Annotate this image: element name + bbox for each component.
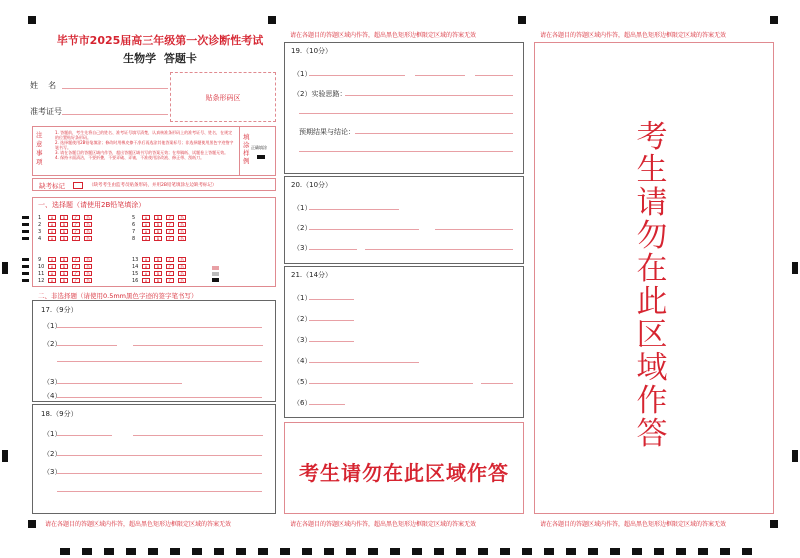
choice-bubble[interactable]: C [72,264,80,269]
choice-bubble[interactable]: B [60,257,68,262]
choice-bubble[interactable]: A [48,278,56,283]
choice-question-number: 9 [38,257,42,263]
choice-bubble[interactable]: D [178,271,186,276]
choice-question-number: 4 [38,236,42,242]
choice-question-number: 7 [132,229,136,235]
q19-line[interactable] [309,75,405,76]
choice-bubble[interactable]: B [60,278,68,283]
no-answer-char: 区 [636,317,668,353]
q21-part-6: （6） [293,399,312,407]
q21-part-5: （5） [293,378,312,386]
choice-bubble[interactable]: D [178,278,186,283]
choice-bubble[interactable]: A [142,264,150,269]
choice-bubble[interactable]: C [72,215,80,220]
q19-line[interactable] [345,95,513,96]
choice-bubble[interactable]: D [178,229,186,234]
choice-bubble[interactable]: B [60,229,68,234]
choice-bubble[interactable]: D [178,222,186,227]
choice-bubble[interactable]: A [142,278,150,283]
alignment-mark [518,16,526,24]
q20-line[interactable] [365,249,513,250]
q21-line[interactable] [309,383,473,384]
q17-part-3: （3） [43,378,62,386]
section2-title: 二、非选择题（请使用0.5mm黑色字迹的签字笔书写） [38,292,198,300]
id-label: 准考证号 [30,107,62,116]
bottom-timing-track [60,548,760,555]
choice-bubble[interactable]: A [142,236,150,241]
q18-line[interactable] [57,435,112,436]
q20-line[interactable] [309,209,399,210]
alignment-mark [2,450,8,462]
choice-bubble[interactable]: C [72,236,80,241]
q19-box [284,42,524,174]
note-item: 4. 保持卡面清洁，不要折叠，不要弄破、弄皱，不准使用涂改液、修正带、刮纸刀。 [55,155,205,160]
q19-part-2: （2）实验思路： [293,90,347,98]
choice-bubble[interactable]: D [84,278,92,283]
q21-part-1: （1） [293,294,312,302]
q21-part-2: （2） [293,315,312,323]
choice-bubble[interactable]: A [48,215,56,220]
choice-bubble[interactable]: D [178,215,186,220]
choice-question-number: 8 [132,236,136,242]
no-answer-char: 请 [636,185,668,221]
q20-title: 20.（10分） [291,181,333,189]
q17-part-4: （4） [43,392,62,400]
no-answer-zone [284,422,524,514]
q18-part-3: （3） [43,468,62,476]
no-answer-char: 域 [636,350,668,386]
timing-mark [22,237,29,240]
choice-bubble[interactable]: D [84,264,92,269]
q17-part-2: （2） [43,340,62,348]
choice-question-number: 16 [132,278,139,284]
choice-bubble[interactable]: D [84,215,92,220]
choice-bubble[interactable]: B [154,236,162,241]
choice-bubble[interactable]: A [48,229,56,234]
q19-line[interactable] [299,151,513,152]
choice-bubble[interactable]: D [178,257,186,262]
fill-sample-swatch [212,266,219,270]
q21-box [284,266,524,418]
q17-part-1: （1） [43,322,62,330]
note-item: 3. 请在各题目的答题区域内作答，超出答题区域书写的答案无效；在草稿纸、试题卷上答题无效。 [55,150,229,155]
choice-question-number: 5 [132,215,136,221]
absent-text: （缺考考生由监考员贴条形码，并用2B铅笔填涂左边缺考标记） [89,183,217,188]
choice-question-number: 13 [132,257,139,263]
choice-bubble[interactable]: A [142,271,150,276]
choice-bubble[interactable]: C [166,271,174,276]
choice-bubble[interactable]: B [154,278,162,283]
name-field[interactable] [62,88,168,89]
fill-sample-text: 正确填涂 [251,145,267,150]
alignment-mark [770,520,778,528]
q20-line[interactable] [309,249,357,250]
alignment-mark [28,520,36,528]
q18-part-1: （1） [43,430,62,438]
choice-bubble[interactable]: D [84,257,92,262]
choice-question-number: 10 [38,264,45,270]
q21-line[interactable] [309,404,345,405]
alignment-mark [792,450,798,462]
note-item: 2. 选择题使用2B铅笔填涂；修改时用橡皮擦干净后再选涂其他答案标号；非选择题使用黑色字迹签字笔书写。 [55,140,234,150]
q20-part-1: （1） [293,204,312,212]
timing-mark [22,279,29,282]
notes-divider [239,127,240,175]
q19-title: 19.（10分） [291,47,333,55]
boundary-notice: 请在各题目的答题区域内作答，超出黑色矩形边框限定区域的答案无效 [290,521,477,528]
absent-box [32,178,276,191]
choice-bubble[interactable]: B [154,257,162,262]
fill-sample-swatch [212,272,219,276]
q19-part-3: 预期结果与结论： [299,128,355,136]
q21-title: 21.（14分） [291,271,333,279]
choice-bubble[interactable]: B [154,264,162,269]
timing-mark [22,265,29,268]
choice-bubble[interactable]: C [166,222,174,227]
choice-bubble[interactable]: A [48,236,56,241]
choice-bubble[interactable]: C [72,222,80,227]
q17-line[interactable] [57,361,262,362]
choice-question-number: 6 [132,222,136,228]
timing-mark [22,216,29,219]
subject-title: 生物学 答题卡 [123,52,197,65]
choice-question-number: 12 [38,278,45,284]
choice-bubble[interactable]: D [84,271,92,276]
q20-part-2: （2） [293,224,312,232]
no-answer-char: 生 [636,152,668,188]
q18-title: 18.（9分） [41,410,78,418]
id-field[interactable] [62,114,168,115]
choice-question-number: 11 [38,271,45,277]
no-answer-char: 考 [636,119,668,155]
choice-bubble[interactable]: B [60,264,68,269]
no-answer-char: 在 [636,251,668,287]
note-item: 1. 答题前，考生先将自己的姓名、准考证号填写清楚，认真核准条形码上的准考证号、姓名，在规定的位置贴好条形码。 [55,130,233,140]
no-answer-text: 考生请勿在此区域作答 [299,461,509,485]
timing-mark [22,230,29,233]
choice-question-number: 2 [38,222,42,228]
fill-sample-mark [257,155,265,159]
alignment-mark [770,16,778,24]
choice-bubble[interactable]: C [166,264,174,269]
choice-bubble[interactable]: B [154,271,162,276]
alignment-mark [2,262,8,274]
q19-line[interactable] [475,75,513,76]
q18-line[interactable] [57,491,262,492]
choice-bubble[interactable]: B [154,229,162,234]
choice-question-number: 1 [38,215,42,221]
absent-label: 缺考标记 [39,182,65,190]
boundary-notice: 请在各题目的答题区域内作答，超出黑色矩形边框限定区域的答案无效 [45,521,232,528]
choice-bubble[interactable]: C [166,257,174,262]
choice-bubble[interactable]: C [166,229,174,234]
choice-bubble[interactable]: D [84,229,92,234]
notes-text [55,130,235,160]
choice-bubble[interactable]: A [48,257,56,262]
choice-bubble[interactable]: B [60,222,68,227]
barcode-label: 贴条形码区 [205,94,241,102]
q18-box [32,404,276,514]
q20-line[interactable] [435,229,513,230]
name-label: 姓 名 [30,81,57,90]
timing-mark [22,258,29,261]
q20-box [284,176,524,264]
notes-box [32,126,276,176]
choice-bubble[interactable]: D [84,222,92,227]
alignment-mark [792,262,798,274]
q19-line[interactable] [355,133,513,134]
q21-line[interactable] [309,299,354,300]
q21-line[interactable] [309,362,419,363]
fill-sample-label: 填涂样例 [243,133,250,165]
q20-line[interactable] [309,229,419,230]
q21-line[interactable] [309,320,354,321]
choice-bubble[interactable]: C [166,278,174,283]
no-answer-char: 此 [636,284,668,320]
choice-bubble[interactable]: A [48,264,56,269]
choice-bubble[interactable]: C [72,229,80,234]
q19-part-1: （1） [293,70,312,78]
q21-line[interactable] [309,341,354,342]
q17-line[interactable] [57,345,117,346]
choice-bubble[interactable]: A [142,215,150,220]
no-answer-char: 答 [636,416,668,452]
choice-bubble[interactable]: B [60,215,68,220]
q17-box [32,300,276,402]
choice-bubble[interactable]: C [166,215,174,220]
q17-line[interactable] [133,345,263,346]
alignment-mark [268,16,276,24]
choice-bubble[interactable]: A [142,229,150,234]
choice-bubble[interactable]: C [72,257,80,262]
boundary-notice: 请在各题目的答题区域内作答，超出黑色矩形边框限定区域的答案无效 [540,32,727,39]
section1-title: 一、选择题（请使用2B铅笔填涂） [38,201,146,209]
q19-line[interactable] [415,75,465,76]
q18-part-2: （2） [43,450,62,458]
no-answer-char: 勿 [636,218,668,254]
q18-line[interactable] [133,435,263,436]
q21-part-4: （4） [293,357,312,365]
choice-bubble[interactable]: A [48,271,56,276]
choice-bubble[interactable]: C [72,271,80,276]
q21-line[interactable] [481,383,513,384]
choice-bubble[interactable]: A [142,222,150,227]
no-answer-char: 作 [636,383,668,419]
timing-mark [22,272,29,275]
choice-bubble[interactable]: D [178,264,186,269]
q17-line[interactable] [57,327,262,328]
exam-title: 毕节市2025届高三年级第一次诊断性考试 [56,34,264,47]
choice-bubble[interactable]: C [166,236,174,241]
q21-part-3: （3） [293,336,312,344]
q17-line[interactable] [57,397,262,398]
absent-checkbox[interactable] [73,182,83,189]
choice-question-number: 15 [132,271,139,277]
boundary-notice: 请在各题目的答题区域内作答，超出黑色矩形边框限定区域的答案无效 [290,32,477,39]
barcode-area [170,72,276,122]
q18-line[interactable] [57,455,262,456]
notes-side-label: 注意事项 [36,131,43,166]
choice-bubble[interactable]: A [48,222,56,227]
q20-part-3: （3） [293,244,312,252]
choice-question-number: 14 [132,264,139,270]
alignment-mark [28,16,36,24]
choice-bubble[interactable]: B [60,271,68,276]
choice-bubble[interactable]: B [154,215,162,220]
boundary-notice: 请在各题目的答题区域内作答，超出黑色矩形边框限定区域的答案无效 [540,521,727,528]
q17-line[interactable] [57,383,182,384]
timing-mark [22,223,29,226]
choice-question-number: 3 [38,229,42,235]
choice-bubble[interactable]: D [178,236,186,241]
q19-line[interactable] [299,113,513,114]
choice-bubble[interactable]: D [84,236,92,241]
q18-line[interactable] [57,473,262,474]
choice-bubble[interactable]: B [154,222,162,227]
choice-bubble[interactable]: B [60,236,68,241]
fill-sample-swatch [212,278,219,282]
choice-bubble[interactable]: C [72,278,80,283]
choice-bubble[interactable]: A [142,257,150,262]
q17-title: 17.（9分） [41,306,78,314]
